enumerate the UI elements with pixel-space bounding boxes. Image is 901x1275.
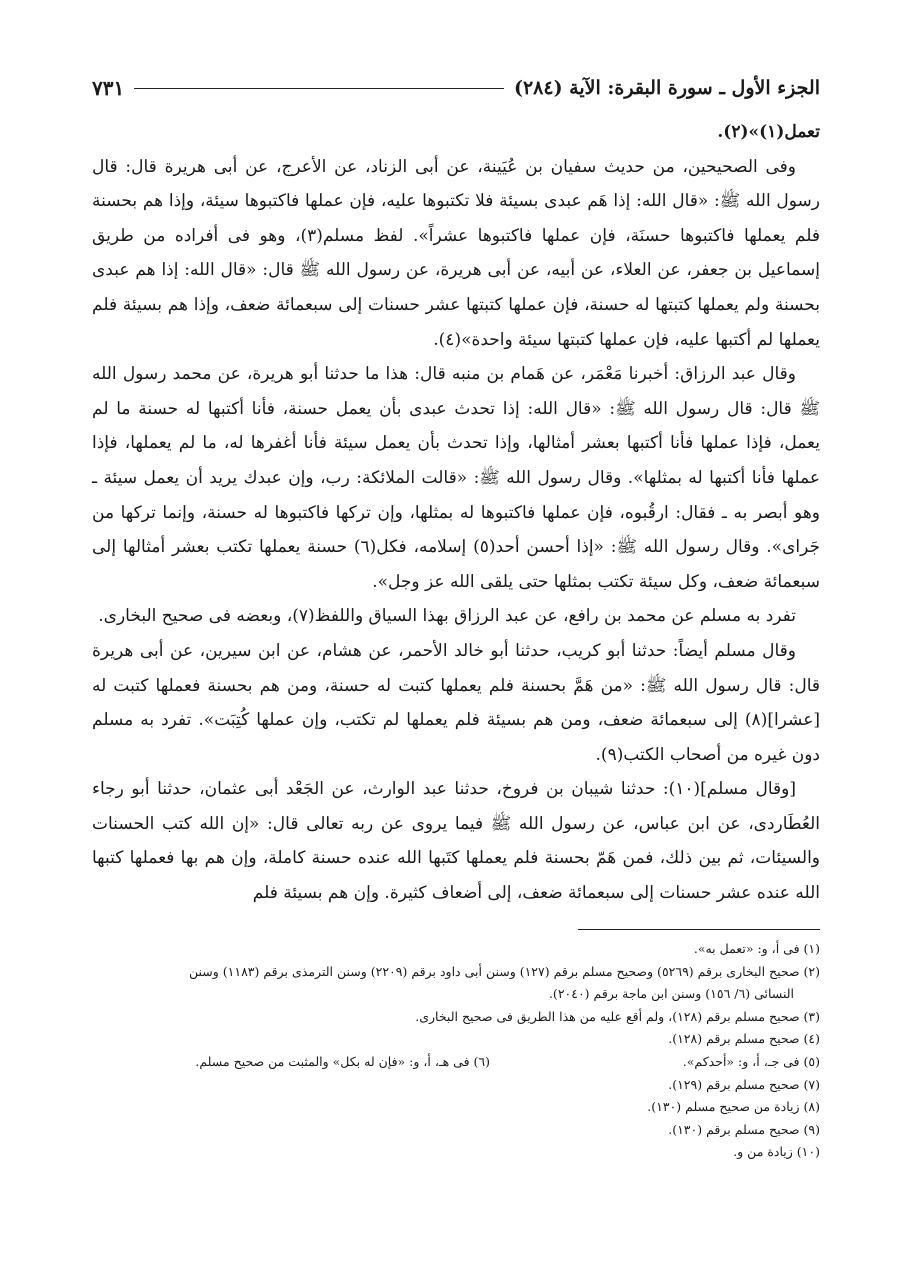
footnote-2-continued: النسائى (٦/ ١٥٦) وسنن ابن ماجة برقم (٢٠٤٠). xyxy=(548,986,794,1002)
footnote-9: (٩) صحيح مسلم برقم (١٣٠). xyxy=(668,1121,820,1137)
paragraph-4: تفرد به مسلم عن محمد بن رافع، عن عبد الرزاق بهذا السياق واللفظ(٧)، وبعضه فى صحيح البخارى. xyxy=(98,606,796,627)
footnote-1: (١) فى أ، و: «تعمل به». xyxy=(693,941,820,956)
header-rule xyxy=(134,88,504,89)
paragraph-1: تعمل(١)»(٢). xyxy=(717,122,820,142)
running-header xyxy=(92,70,820,106)
footnote-4: (٤) صحيح مسلم برقم (١٢٨). xyxy=(668,1031,820,1047)
footnote-5: (٥) فى جـ، أ، و: «أحدكم». xyxy=(682,1053,820,1069)
running-title: الجزء الأول ـ سورة البقرة: الآية (٢٨٤) xyxy=(513,77,820,99)
page-number: ٧٣١ xyxy=(92,76,125,100)
main-text xyxy=(92,115,820,911)
footnotes xyxy=(92,938,820,1164)
footnote-2: (٢) صحيح البخارى برقم (٥٢٦٩) وصحيح مسلم برقم (١٢٧) وسنن أبى داود برقم (٢٢٠٩) وسنن الترمذى برقم (١١٨٣) وسنن xyxy=(189,963,820,979)
footnote-3: (٣) صحيح مسلم برقم (١٢٨)، ولم أقع عليه من هذا الطريق فى صحيح البخارى. xyxy=(415,1008,820,1024)
paragraph-6: [وقال مسلم](١٠): حدثنا شيبان بن فروخ، حدثنا عبد الوارث، عن الجَعْد أبى عثمان، حدثنا أبو رجاء العُطَاردى، عن ابن عباس، عن رسول الله ﷺ فيما يروى عن ربه تعالى قال: «إن الله كتب الحسنات والسيئات، ثم بين ذلك، فمن هَمّ بحسنة فلم يعملها كتَبها الله عنده حسنة كاملة، وإن هم بها فعملها كتبها الله عنده عشر حسنات إلى سبعمائة ضعف، إلى أضعاف كثيرة. وإن هم بسيئة فلم xyxy=(92,779,820,904)
footnote-row-5-6 xyxy=(92,1051,820,1074)
paragraph-3: وقال عبد الرزاق: أخبرنا مَعْمَر، عن هَمام بن منبه قال: هذا ما حدثنا أبو هريرة، عن محمد رسول الله ﷺ قال: قال رسول الله ﷺ: «قال الله: إذا تحدث عبدى بأن يعمل حسنة، فأنا أكتبها له حسنة ما لم يعمل، فإذا عملها فأنا أكتبها بعشر أمثالها، وإذا تحدث بأن يعمل سيئة فأنا أغفرها له، ما لم يعملها، فإذا عملها فأنا أكتبها له بمثلها». وقال رسول الله ﷺ: «قالت الملائكة: رب، وإن عبدك يريد أن يعمل سيئة ـ وهو أبصر به ـ فقال: ارقُبوه، فإن عملها فاكتبوها له بمثلها، وإن تركها فاكتبوها له حسنة، وإنما تركها من جَراى». وقال رسول الله ﷺ: «إذا أحسن أحد(٥) إسلامه، فكل(٦) حسنة يعملها تكتب بعشر أمثالها إلى سبعمائة ضعف، وكل سيئة تكتب بمثلها حتى يلقى الله عز وجل». xyxy=(92,364,820,592)
footnote-10: (١٠) زيادة من و. xyxy=(733,1144,820,1160)
paragraph-2: وفى الصحيحين، من حديث سفيان بن عُيَينة، عن أبى الزناد، عن الأعرج، عن أبى هريرة قال: قال رسول الله ﷺ: «قال الله: إذا هَم عبدى بسيئة فلا تكتبوها عليه، فإن عملها فاكتبوها سيئة، وإذا هم بحسنة فلم يعملها فاكتبوها حسنَة، فإن عملها فاكتبوها عشراً». لفظ مسلم(٣)، وهو فى أفراده من طريق إسماعيل بن جعفر، عن العلاء، عن أبيه، عن أبى هريرة، عن رسول الله ﷺ قال: «قال الله: إذا هم عبدى بحسنة ولم يعملها كتبتها له حسنة، فإن عملها كتبتها عشر حسنات إلى سبعمائة ضعف، وإذا هم بسيئة فلم يعملها لم أكتبها عليه، فإن عملها كتبتها سيئة واحدة»(٤). xyxy=(92,156,820,350)
book-page xyxy=(92,60,820,1210)
footnote-6: (٦) فى هـ، أ، و: «فإن له بكل» والمثبت من صحيح مسلم. xyxy=(195,1053,490,1069)
footnote-7: (٧) صحيح مسلم برقم (١٢٩). xyxy=(668,1076,820,1092)
footnote-8: (٨) زيادة من صحيح مسلم (١٣٠). xyxy=(647,1099,820,1115)
paragraph-5: وقال مسلم أيضاً: حدثنا أبو كريب، حدثنا أبو خالد الأحمر، عن هشام، عن ابن سيرين، عن أبى هريرة قال: قال رسول الله ﷺ: «من هَمَّ بحسنة فلم يعملها كتبت له حسنة، ومن هم بحسنة فعملها كتبت له [عشرا](٨) إلى سبعمائة ضعف، ومن هم بسيئة فلم يعملها لم تكتب، وإن عملها كُتِبَت». تفرد به مسلم دون غيره من أصحاب الكتب(٩). xyxy=(92,640,820,765)
footnote-separator xyxy=(578,929,820,930)
